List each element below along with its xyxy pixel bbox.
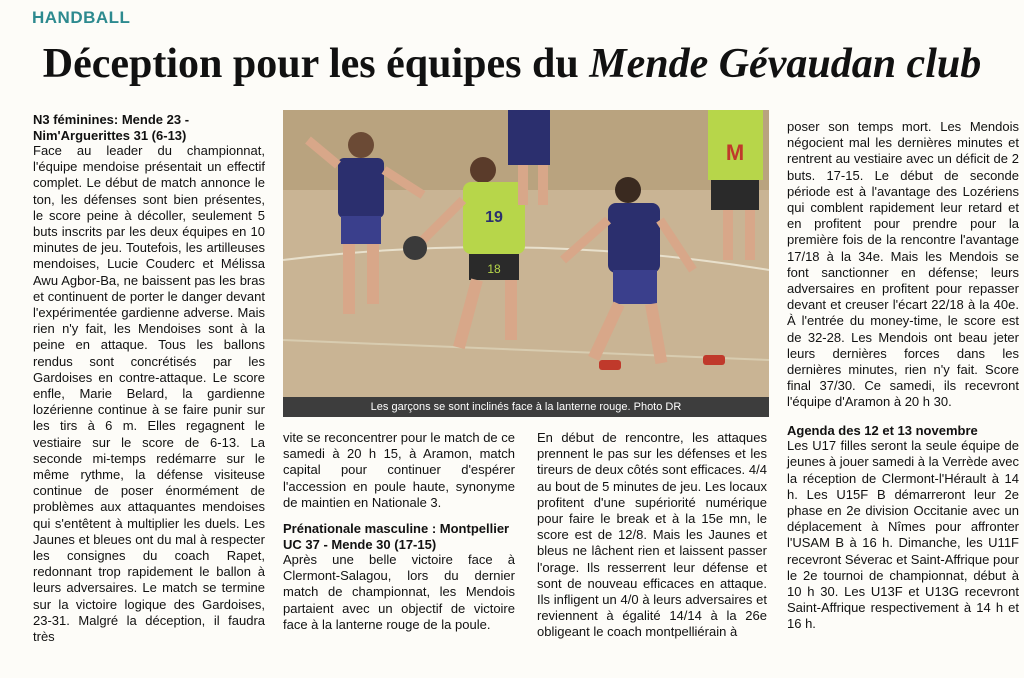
article-column-2 xyxy=(283,430,515,633)
player-away-number: 19 xyxy=(485,209,503,226)
article1-title: N3 féminines: Mende 23 - Nim'Arguerittes 31 (6-13) xyxy=(33,112,190,143)
article1-body-col1: Face au leader du championnat, l'équipe mendoise présentait un effectif complet. Le début de match annonce le ton, les défenses sont bien présentes, le score peine à décoller, seulement 5 buts inscrits par les deux équipes en 10 minutes de jeu. Toutefois, les artilleuses mendoises, Lucie Couderc et Mélissa Awu Agbor-Ba, ne baissent pas les bras et continuent de porter le danger devant l'expérimentée gardienne adverse. Mais rien n'y fait, les Mendoises sont à la peine en attaque. Tous les ballons rendus sont concrétisés par les Gardoises en contre-attaque. Le score enfle, Marie Belard, la gardienne lozérienne continue à se faire punir sur les tirs à 6 m. Elles regagnent le vestiaire sur le score de 6-13. La seconde mi-temps redémarre sur le même rythme, la défense visiteuse continue de poser énormément de problèmes aux attaquantes mendoises qui s'entêtent à multiplier les duels. Les Jaunes et bleues ont du mal à respecter les consignes du coach Rapet, redonnant trop rapidement le ballon à leurs adversaires. Le match se termine sur la victoire logique des Gardoises, 23-31. Malgré la déception, il faudra très xyxy=(33,143,265,645)
agenda-body: Les U17 filles seront la seule équipe de jeunes à jouer samedi à la Verrède avec la réception de Clermont-l'Hérault à 14 h. Les U15F B démarreront leur 2e phase en 2e division Occitanie avec un déplacement à Nîmes pour affronter l'USAM B à 16 h. Dimanche, les U11F recevront Séverac et Saint-Affrique pour le 2e tournoi de championnat, début à 10 h 30. Les U13F et U13G recevront Saint-Affrique respectivement à 14 h et 16 h. xyxy=(787,438,1019,632)
article2-title: Prénationale masculine : Montpellier UC 37 - Mende 30 (17-15) xyxy=(283,521,510,552)
match-photo xyxy=(283,110,769,417)
article1-column-1 xyxy=(33,112,265,645)
agenda-title: Agenda des 12 et 13 novembre xyxy=(787,422,978,438)
headline-club-name: Mende Gévaudan club xyxy=(589,41,982,87)
headline-plain: Déception pour les équipes du xyxy=(42,41,590,87)
article2-column-3 xyxy=(537,430,767,641)
article2-body-col2: Après une belle victoire face à Clermont-Salagou, lors du dernier match de championnat, les Mendois partaient avec un objectif de victoire face à la lanterne rouge de la poule. xyxy=(283,552,515,632)
photo-caption: Les garçons se sont inclinés face à la lanterne rouge. Photo DR xyxy=(283,397,769,417)
sponsor-logo-m: M xyxy=(725,140,745,165)
article2-body-col3: En début de rencontre, les attaques prennent le pas sur les défenses et les tireurs de deux côtés sont efficaces. 4/4 au bout de 5 minutes de jeu. Les locaux profitent d'une supériorité numérique pour faire le break et à la 15e mn, le score est de 12/8. Mais les Jaunes et bleus ne lâchent rien et laissent passer l'orage. Ils resserrent leur défense et sont de nouveau efficaces en attaque. Ils infligent un 4/0 à leurs adversaires et reviennent à égalité 14/14 à la 26e obligeant le coach montpelliérain à xyxy=(537,430,767,640)
section-rubric: HANDBALL xyxy=(32,8,131,27)
player-away-shorts-number: 18 xyxy=(487,262,501,276)
article2-body-col4: poser son temps mort. Les Mendois négocient mal les dernières minutes et rentrent au vestiaire avec un déficit de 2 buts. 17-15. Le début de seconde période est à l'avantage des Lozériens qui comblent rapidement leur retard et en profitent pour prendre pour la première fois de la rencontre l'avantage 17/18 à la 34e. Mais les Mendois se font sanctionner en défense; leurs adversaires en profitent pour repasser devant et creuser l'écart 22/18 à la 40e. À l'entrée du money-time, le score est de 32-28. Les Mendois ont beau jeter leurs dernières forces dans les dernières minutes, rien n'y fait. Score final 37/30. Ce samedi, ils recevront l'équipe d'Aramon à 20 h 30. xyxy=(787,119,1019,410)
match-photo-image xyxy=(283,110,769,417)
article2-column-4 xyxy=(787,119,1019,633)
article1-body-col2: vite se reconcentrer pour le match de ce samedi à 20 h 15, à Aramon, match capital pour continuer d'espérer l'accession en poule haute, synonyme de maintien en Nationale 3. xyxy=(283,430,515,510)
headline xyxy=(0,40,1024,88)
